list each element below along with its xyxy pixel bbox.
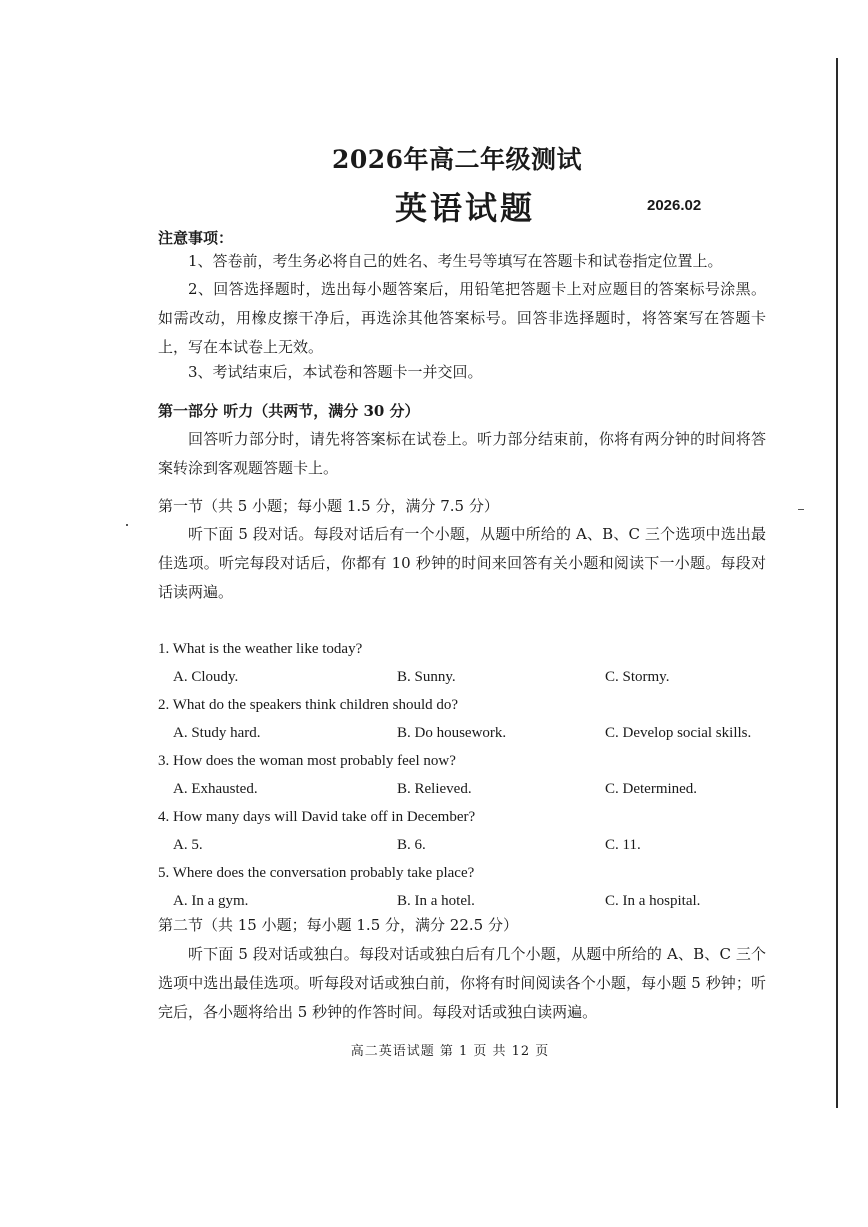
notice-item: 2、回答选择题时，选出每小题答案后，用铅笔把答题卡上对应题目的答案标号涂黑。如需改动，用橡皮擦干净后，再选涂其他答案标号。回答非选择题时，将答案写在答题卡上，写在本试卷上无效。 [158, 280, 766, 356]
exam-title: 2026年高二年级测试 [331, 145, 583, 174]
option-a: A. In a gym. [173, 893, 249, 909]
option-a: A. Study hard. [173, 725, 261, 741]
notice-item: 3、考试结束后，本试卷和答题卡一并交回。 [188, 363, 483, 381]
page-footer: 高二英语试题 第 1 页 共 12 页 [350, 1044, 550, 1059]
section1-heading: 第一节（共 5 小题；每小题 1.5 分，满分 7.5 分） [158, 497, 499, 515]
section2-instructions: 听下面 5 段对话或独白。每段对话或独白后有几个小题，从题中所给的 A、B、C 三个选项中选出最佳选项。听每段对话或独白前，你将有时间阅读各个小题，每小题 5 秒钟；听完后，各小题将给出 5 秒钟的作答时间。每段对话或独白读两遍。 [158, 945, 766, 1021]
question-stem: 1. What is the weather like today? [158, 641, 363, 657]
option-c: C. Stormy. [605, 669, 670, 685]
option-c: C. Develop social skills. [605, 725, 752, 741]
notice-heading: 注意事项： [158, 229, 234, 247]
exam-subject: 英语试题 [394, 189, 535, 227]
scan-mark [798, 509, 804, 510]
notice-item: 1、答卷前，考生务必将自己的姓名、考生号等填写在答题卡和试卷指定位置上。 [188, 252, 723, 270]
option-a: A. Cloudy. [173, 669, 239, 685]
part1-heading: 第一部分 听力（共两节，满分 30 分） [158, 402, 420, 420]
option-b: B. Relieved. [397, 781, 472, 797]
question-stem: 2. What do the speakers think children should do? [158, 697, 459, 713]
question-stem: 4. How many days will David take off in December? [158, 809, 476, 825]
option-c: C. Determined. [605, 781, 698, 797]
option-a: A. Exhausted. [173, 781, 258, 797]
exam-date: 2026.02 [647, 197, 702, 214]
option-b: B. 6. [397, 837, 426, 853]
question-stem: 3. How does the woman most probably feel now? [158, 753, 456, 769]
option-c: C. 11. [605, 837, 641, 853]
option-b: B. Do housework. [397, 725, 507, 741]
option-b: B. In a hotel. [397, 893, 475, 909]
option-c: C. In a hospital. [605, 893, 701, 909]
question-stem: 5. Where does the conversation probably take place? [158, 865, 475, 881]
option-b: B. Sunny. [397, 669, 456, 685]
section2-heading: 第二节（共 15 小题；每小题 1.5 分，满分 22.5 分） [158, 916, 518, 934]
scan-mark [126, 524, 128, 526]
option-a: A. 5. [173, 837, 203, 853]
part1-instructions: 回答听力部分时，请先将答案标在试卷上。听力部分结束前，你将有两分钟的时间将答案转涂到客观题答题卡上。 [158, 430, 766, 477]
section1-instructions: 听下面 5 段对话。每段对话后有一个小题，从题中所给的 A、B、C 三个选项中选出最佳选项。听完每段对话后，你都有 10 秒钟的时间来回答有关小题和阅读下一小题。每段对话读两遍。 [158, 525, 766, 601]
